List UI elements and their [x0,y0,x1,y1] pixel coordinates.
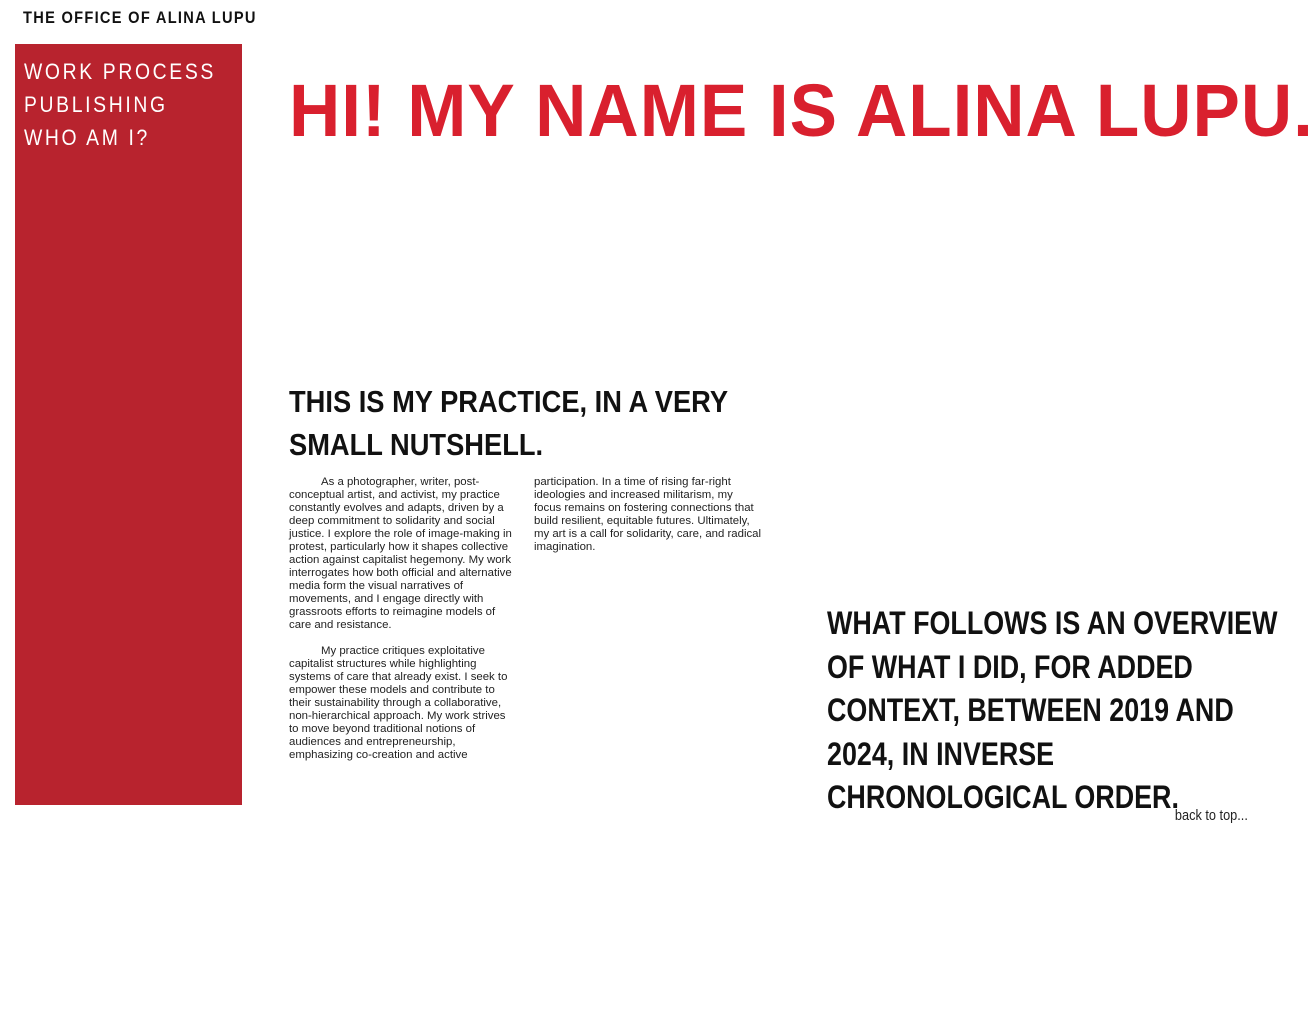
sidebar-nav [15,44,242,154]
site-title[interactable]: THE OFFICE OF ALINA LUPU [23,8,257,27]
back-to-top-link[interactable]: back to top... [1174,807,1248,824]
practice-paragraph: My practice critiques exploitative capitalist structures while highlighting systems of care that already exist. I seek to empower these models and contribute to their sustainability through a collaborative, non-hierarchical approach. My work strives to move beyond traditional notions of audiences and entrepreneurship, emphasizing co-creation and active [289,645,508,761]
nav-item-publishing[interactable]: PUBLISHING [24,92,168,117]
sidebar [15,44,242,805]
practice-text-column-1 [289,476,517,775]
practice-paragraph: As a photographer, writer, post-conceptual artist, and activist, my practice constantly evolves and adapts, driven by a deep commitment to solidarity and social justice. I explore the role of image-making in protest, particularly how it shapes collective action against capitalist hegemony. My work interrogates how both official and alternative media form the visual narratives of movements, and I engage directly with grassroots efforts to reimagine models of care and resistance. [289,476,512,631]
overview-text: WHAT FOLLOWS IS AN OVERVIEW OF WHAT I DID, FOR ADDED CONTEXT, BETWEEN 2019 AND 2024, IN INVERSE CHRONOLOGICAL ORDER. [827,605,1278,815]
overview-block [827,602,1278,815]
nav-item-who-am-i[interactable]: WHO AM I? [24,125,150,150]
practice-heading: THIS IS MY PRACTICE, IN A VERY SMALL NUTSHELL. [289,384,728,462]
nav-item-work-process[interactable]: WORK PROCESS [24,59,216,84]
practice-paragraph: participation. In a time of rising far-right ideologies and increased militarism, my focus remains on fostering connections that build resilient, equitable futures. Ultimately, my art is a call for solidarity, care, and radical imagination. [534,476,762,553]
hero-heading: HI! MY NAME IS ALINA LUPU. [289,69,1314,152]
practice-text-column-2 [534,476,762,567]
